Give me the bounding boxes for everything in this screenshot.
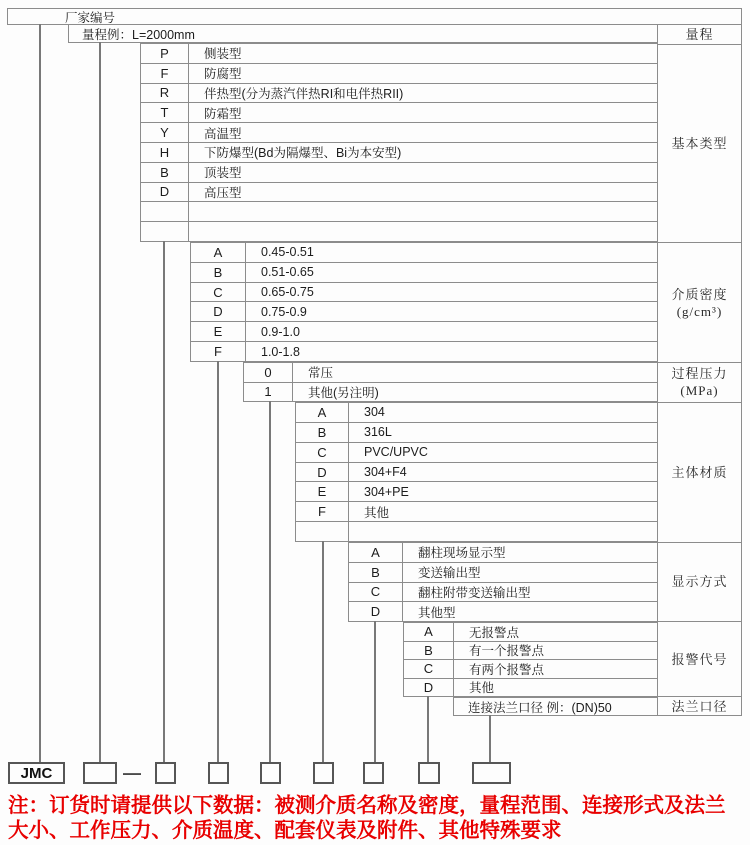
model-dash bbox=[119, 762, 145, 784]
label-text: 法兰口径 bbox=[671, 698, 728, 714]
label-text: 过程压力 bbox=[671, 366, 728, 382]
code-cell: 0 bbox=[244, 363, 293, 382]
desc-cell: PVC/UPVC bbox=[364, 445, 428, 460]
flange-diameter-row bbox=[453, 697, 658, 716]
label-text: 量程 bbox=[685, 26, 714, 42]
label-text: 介质密度 bbox=[671, 286, 728, 302]
label-range bbox=[658, 25, 741, 44]
label-text: 报警代号 bbox=[671, 651, 728, 667]
desc-cell: 316L bbox=[364, 425, 392, 440]
table-row bbox=[349, 543, 657, 562]
desc-cell: 1.0-1.8 bbox=[261, 344, 300, 359]
desc-cell bbox=[349, 522, 657, 541]
model-box-alarm bbox=[418, 762, 440, 784]
desc-cell: 高温型 bbox=[204, 126, 242, 141]
code-cell: R bbox=[141, 84, 189, 103]
desc-cell: 顶装型 bbox=[204, 166, 242, 181]
table-row bbox=[191, 243, 657, 262]
connector-alarm-code bbox=[427, 696, 429, 763]
code-cell: C bbox=[296, 443, 349, 462]
factory-number-box bbox=[7, 8, 742, 25]
model-box-pressure bbox=[260, 762, 281, 784]
medium-density-table bbox=[190, 242, 658, 362]
desc-cell: 其他 bbox=[364, 505, 390, 520]
table-row bbox=[191, 301, 657, 321]
model-prefix-box bbox=[8, 762, 65, 784]
label-process-pressure bbox=[658, 362, 741, 402]
desc-cell: 其他型 bbox=[418, 605, 456, 620]
code-cell: E bbox=[191, 322, 246, 341]
table-row bbox=[296, 403, 657, 422]
table-row bbox=[404, 641, 657, 660]
connector-display-mode bbox=[374, 621, 376, 763]
desc-cell: 304+F4 bbox=[364, 465, 407, 479]
code-cell: F bbox=[296, 502, 349, 521]
connector-process-pressure bbox=[269, 401, 271, 763]
label-basic-type bbox=[658, 44, 741, 242]
code-cell: D bbox=[141, 183, 189, 202]
table-row bbox=[349, 582, 657, 602]
connector-factory-number bbox=[39, 24, 41, 763]
label-display-mode bbox=[658, 542, 741, 622]
desc-cell: 有两个报警点 bbox=[469, 662, 545, 677]
range-example-text: 量程例：L=2000mm bbox=[82, 27, 195, 42]
desc-cell: 高压型 bbox=[204, 185, 242, 200]
flange-diameter-text: 连接法兰口径 例：(DN)50 bbox=[468, 700, 612, 715]
table-row bbox=[296, 481, 657, 501]
table-row bbox=[404, 623, 657, 641]
desc-cell: 0.51-0.65 bbox=[261, 265, 314, 280]
ordering-note bbox=[8, 794, 748, 843]
table-row bbox=[191, 282, 657, 302]
table-row bbox=[141, 122, 657, 142]
code-cell: D bbox=[296, 463, 349, 482]
model-box-basic-type bbox=[155, 762, 176, 784]
code-cell: 1 bbox=[244, 383, 293, 402]
table-row bbox=[141, 221, 657, 241]
code-cell: A bbox=[296, 403, 349, 422]
table-row bbox=[141, 201, 657, 221]
desc-cell: 变送输出型 bbox=[418, 566, 481, 581]
code-cell: B bbox=[141, 163, 189, 182]
code-cell: C bbox=[191, 283, 246, 302]
desc-cell: 304 bbox=[364, 405, 385, 420]
table-row bbox=[141, 182, 657, 202]
table-row bbox=[404, 659, 657, 678]
desc-cell: 0.9-1.0 bbox=[261, 324, 300, 339]
code-cell: F bbox=[191, 342, 246, 361]
desc-cell: 304+PE bbox=[364, 484, 409, 499]
code-cell bbox=[141, 202, 189, 221]
label-flange-diameter bbox=[658, 696, 741, 715]
table-row bbox=[296, 422, 657, 442]
code-cell: D bbox=[404, 679, 454, 697]
table-row bbox=[244, 382, 657, 402]
table-row bbox=[141, 142, 657, 162]
desc-cell: 防腐型 bbox=[204, 67, 242, 82]
dash-glyph: — bbox=[123, 762, 141, 783]
display-mode-table bbox=[348, 542, 658, 622]
code-cell: D bbox=[349, 602, 403, 621]
code-cell: F bbox=[141, 64, 189, 83]
table-row bbox=[191, 321, 657, 341]
model-box-display bbox=[363, 762, 384, 784]
connector-basic-type bbox=[163, 241, 165, 763]
code-cell: D bbox=[191, 302, 246, 321]
label-medium-density bbox=[658, 242, 741, 362]
label-text: 基本类型 bbox=[671, 136, 728, 152]
table-row bbox=[141, 44, 657, 63]
model-box-density bbox=[208, 762, 229, 784]
desc-cell bbox=[189, 202, 657, 221]
ordering-note-line1: 注：订货时请提供以下数据：被测介质名称及密度，量程范围、连接形式及法兰 bbox=[8, 794, 726, 817]
table-row bbox=[296, 501, 657, 521]
body-material-table bbox=[295, 402, 658, 542]
desc-cell: 下防爆型(Bd为隔爆型、Bi为本安型) bbox=[204, 146, 402, 161]
code-cell: B bbox=[349, 563, 403, 582]
label-text: 主体材质 bbox=[671, 464, 728, 480]
label-text: (g/cm³) bbox=[676, 303, 723, 319]
desc-cell: 侧装型 bbox=[204, 47, 242, 62]
desc-cell: 其他(另注明) bbox=[308, 385, 379, 400]
table-row bbox=[296, 442, 657, 462]
code-cell: A bbox=[191, 243, 246, 262]
model-box-material bbox=[313, 762, 334, 784]
code-cell: Y bbox=[141, 123, 189, 142]
code-cell: B bbox=[404, 642, 454, 660]
code-cell: E bbox=[296, 482, 349, 501]
label-body-material bbox=[658, 402, 741, 542]
label-alarm-code bbox=[658, 621, 741, 696]
model-box-flange bbox=[472, 762, 511, 784]
connector-body-material bbox=[322, 541, 324, 763]
table-row bbox=[349, 601, 657, 621]
desc-cell: 0.45-0.51 bbox=[261, 245, 314, 260]
table-row bbox=[141, 162, 657, 182]
desc-cell: 常压 bbox=[308, 366, 334, 381]
connector-flange-diameter bbox=[489, 715, 491, 763]
connector-medium-density bbox=[217, 361, 219, 763]
table-row bbox=[349, 562, 657, 582]
range-example-box bbox=[68, 24, 658, 43]
model-prefix-text: JMC bbox=[20, 764, 53, 782]
code-cell: P bbox=[141, 44, 189, 63]
desc-cell: 无报警点 bbox=[469, 625, 520, 640]
desc-cell bbox=[189, 222, 657, 241]
code-cell: H bbox=[141, 143, 189, 162]
desc-cell: 翻柱附带变送输出型 bbox=[418, 585, 531, 600]
table-row bbox=[191, 262, 657, 282]
desc-cell: 伴热型(分为蒸汽伴热RI和电伴热RII) bbox=[204, 86, 404, 101]
connector-range bbox=[99, 42, 101, 763]
factory-number-label: 厂家编号 bbox=[65, 10, 116, 25]
table-row bbox=[244, 363, 657, 382]
table-row bbox=[296, 462, 657, 482]
model-box-range bbox=[83, 762, 117, 784]
table-row bbox=[141, 83, 657, 103]
code-cell: C bbox=[404, 660, 454, 678]
label-text: (MPa) bbox=[680, 383, 719, 399]
desc-cell: 其他 bbox=[469, 681, 495, 696]
table-row bbox=[296, 521, 657, 541]
process-pressure-table bbox=[243, 362, 658, 402]
table-row bbox=[141, 63, 657, 83]
category-label-column bbox=[657, 24, 742, 716]
code-cell: C bbox=[349, 583, 403, 602]
code-cell: A bbox=[349, 543, 403, 562]
code-cell: B bbox=[191, 263, 246, 282]
ordering-note-line2: 大小、工作压力、介质温度、配套仪表及附件、其他特殊要求 bbox=[8, 818, 562, 842]
code-cell: B bbox=[296, 423, 349, 442]
code-cell: A bbox=[404, 623, 454, 641]
code-cell: T bbox=[141, 103, 189, 122]
basic-type-table bbox=[140, 43, 658, 242]
table-row bbox=[191, 341, 657, 361]
desc-cell: 有一个报警点 bbox=[469, 644, 545, 659]
desc-cell: 0.65-0.75 bbox=[261, 285, 314, 300]
desc-cell: 防霜型 bbox=[204, 106, 242, 121]
table-row bbox=[141, 102, 657, 122]
label-text: 显示方式 bbox=[671, 574, 728, 590]
alarm-code-table bbox=[403, 622, 658, 697]
desc-cell: 0.75-0.9 bbox=[261, 304, 307, 319]
desc-cell: 翻柱现场显示型 bbox=[418, 546, 506, 561]
table-row bbox=[404, 678, 657, 697]
code-cell bbox=[141, 222, 189, 241]
code-cell bbox=[296, 522, 349, 541]
